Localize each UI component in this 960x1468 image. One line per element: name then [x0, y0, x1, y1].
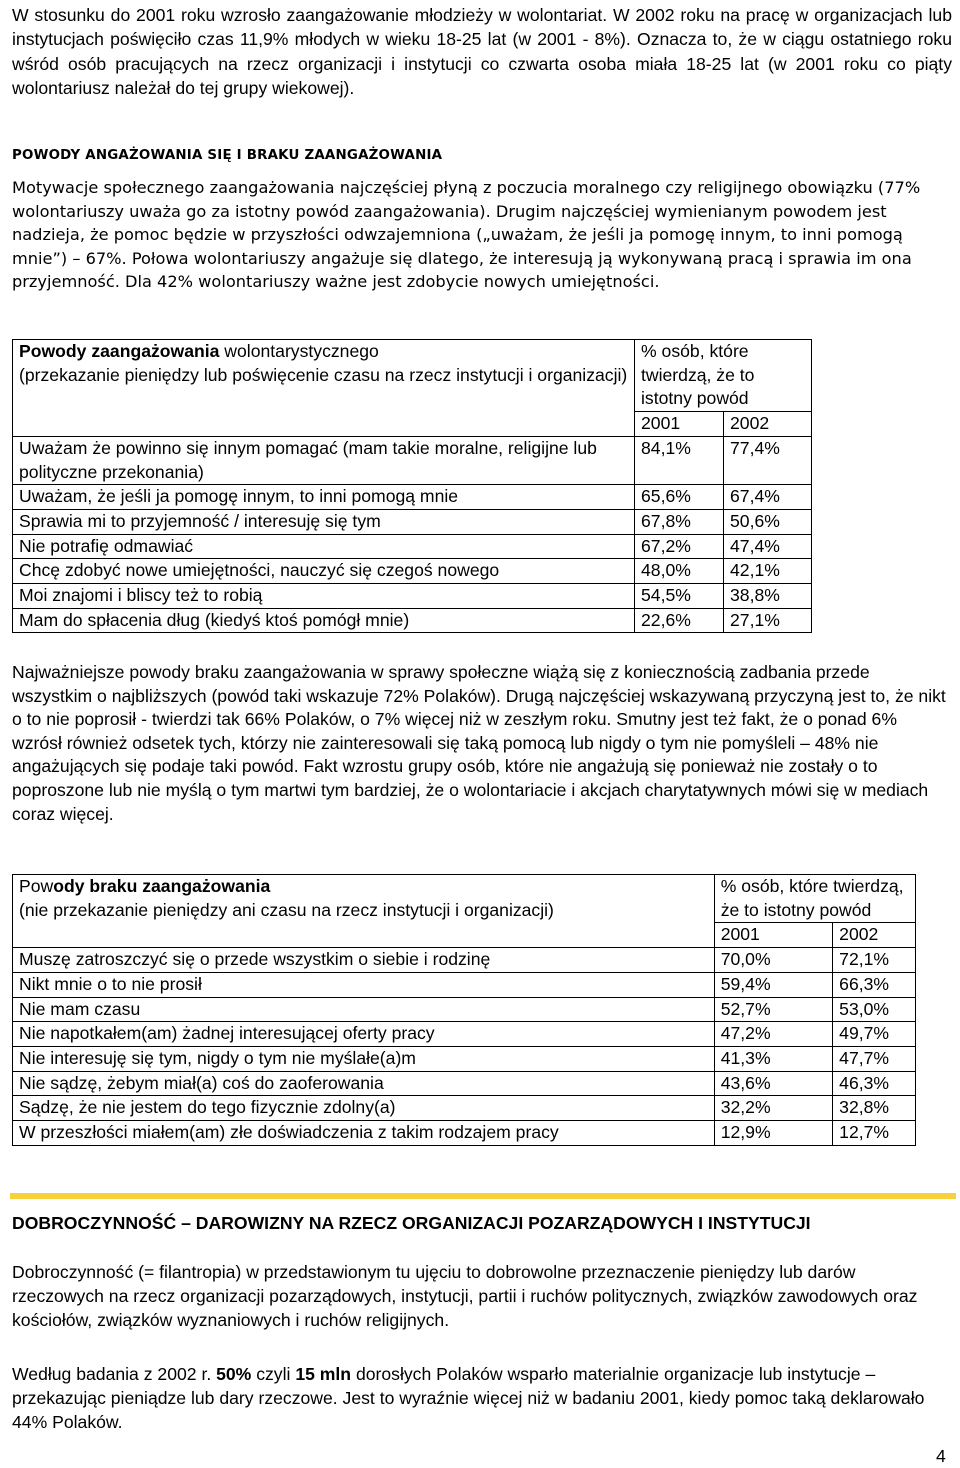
value-2002: 42,1% — [724, 559, 812, 584]
table-row — [13, 485, 812, 510]
value-2001: 43,6% — [714, 1071, 832, 1096]
table-header-sub: (nie przekazanie pieniędzy ani czasu na rzecz instytucji i organizacji) — [19, 899, 554, 920]
value-2001: 65,6% — [635, 485, 724, 510]
table-header-sub: (przekazanie pieniędzy lub poświęcenie czasu na rzecz instytucji i organizacji) — [19, 364, 628, 385]
table-row — [13, 1022, 916, 1047]
value-2001: 67,2% — [635, 534, 724, 559]
table-header-cell — [13, 875, 715, 948]
value-2001: 67,8% — [635, 509, 724, 534]
highlight-50-percent: 50% — [216, 1364, 252, 1384]
table-row — [13, 972, 916, 997]
text-run: czyli — [251, 1364, 296, 1384]
reasons-paragraph: Motywacje społecznego zaangażowania najczęściej płyną z poczucia moralnego czy religijnego obowiązku (77% wolontariuszy uważa go za istotny powód zaangażowania). Drugim najczęściej wymienianym powodem jest nadzieja, że pomoc będzie w przyszłości odwzajemniona („uważam, że jeśli ja pomogę innym, to inni pomogą mnie”) – 67%. Połowa wolontariuszy angażuje się dlatego, że interesują ją wykonywaną pracą i sprawia im ona przyjemność. Dla 42% wolontariuszy ważne jest zdobycie nowych umiejętności. — [12, 178, 921, 292]
row-label: Chcę zdobyć nowe umiejętności, nauczyć się czegoś nowego — [13, 559, 635, 584]
value-2001: 84,1% — [635, 436, 724, 484]
year-header-2001: 2001 — [635, 412, 724, 437]
table-row — [13, 1096, 916, 1121]
year-header-2002: 2002 — [833, 923, 916, 948]
row-label: Sądzę, że nie jestem do tego fizycznie zdolny(a) — [13, 1096, 715, 1121]
value-2001: 41,3% — [714, 1046, 832, 1071]
row-label: Mam do spłacenia dług (kiedyś ktoś pomógł mnie) — [13, 608, 635, 633]
table-row — [13, 1046, 916, 1071]
value-2001: 59,4% — [714, 972, 832, 997]
highlight-15-mln: 15 mln — [295, 1364, 352, 1384]
row-label: Uważam, że jeśli ja pomogę innym, to inni pomogą mnie — [13, 485, 635, 510]
row-label: Nikt mnie o to nie prosił — [13, 972, 715, 997]
value-2002: 77,4% — [724, 436, 812, 484]
table-row — [13, 608, 812, 633]
table-row — [13, 948, 916, 973]
section-heading-reasons: POWODY ANGAŻOWANIA SIĘ I BRAKU ZAANGAŻOWANIA — [12, 148, 443, 163]
value-2002: 67,4% — [724, 485, 812, 510]
table-row — [13, 509, 812, 534]
value-2002: 32,8% — [833, 1096, 916, 1121]
table-header-cell — [13, 340, 635, 437]
value-2001: 47,2% — [714, 1022, 832, 1047]
table-row — [13, 997, 916, 1022]
row-label: Nie potrafię odmawiać — [13, 534, 635, 559]
text-run: dorosłych Polaków wsparło materialnie organizacje lub instytucje – przekazując pieniądze lub dary rzeczowe. Jest to wyraźnie więcej niż w badaniu 2001, kiedy pomoc taką deklarowało 44% Polaków. — [12, 1364, 925, 1432]
table-row — [13, 584, 812, 609]
year-header-2001: 2001 — [714, 923, 832, 948]
value-2001: 32,2% — [714, 1096, 832, 1121]
intro-paragraph: W stosunku do 2001 roku wzrosło zaangażowanie młodzieży w wolontariat. W 2002 roku na pracę w organizacjach lub instytucjach poświęciło czas 11,9% młodych w wieku 18-25 lat (w 2001 - 8%). Oznacza to, że w ciągu ostatniego roku wśród osób pracujących na rzecz organizacji i instytucji co czwarta osoba miała 18-25 lat (w 2001 roku co piąty wolontariusz należał do tej grupy wiekowej). — [12, 5, 952, 99]
value-2001: 52,7% — [714, 997, 832, 1022]
value-2002: 72,1% — [833, 948, 916, 973]
value-2002: 47,4% — [724, 534, 812, 559]
value-2002: 38,8% — [724, 584, 812, 609]
value-2002: 50,6% — [724, 509, 812, 534]
page-number: 4 — [936, 1446, 946, 1466]
table-header-plain: Pow — [19, 876, 54, 896]
value-2001: 48,0% — [635, 559, 724, 584]
table-row — [13, 436, 812, 484]
row-label: Nie interesuję się tym, nigdy o tym nie myślałe(a)m — [13, 1046, 715, 1071]
section-divider-rule — [10, 1193, 956, 1199]
philanthropy-definition-paragraph: Dobroczynność (= filantropia) w przedstawionym tu ujęciu to dobrowolne przeznaczenie pieniędzy lub darów rzeczowych na rzecz organizacji pozarządowych, instytucji, partii i ruchów politycznych, związków zawodowych oraz kościołów, związków wyznaniowych i ruchów religijnych. — [12, 1262, 918, 1330]
value-2001: 12,9% — [714, 1121, 832, 1146]
value-2002: 46,3% — [833, 1071, 916, 1096]
table-header-bold: ody braku zaangażowania — [53, 876, 271, 896]
value-2001: 70,0% — [714, 948, 832, 973]
value-2002: 49,7% — [833, 1022, 916, 1047]
non-engagement-reasons-table — [12, 874, 916, 1146]
table-header-rest: wolontarystycznego — [219, 341, 379, 361]
row-label: Uważam że powinno się innym pomagać (mam takie moralne, religijne lub polityczne przekonania) — [13, 436, 635, 484]
row-label: Nie napotkałem(am) żadnej interesującej oferty pracy — [13, 1022, 715, 1047]
engagement-reasons-table — [12, 339, 812, 633]
value-2002: 27,1% — [724, 608, 812, 633]
row-label: Moi znajomi i bliscy też to robią — [13, 584, 635, 609]
table-row — [13, 534, 812, 559]
value-2001: 54,5% — [635, 584, 724, 609]
table-row — [13, 559, 812, 584]
value-2001: 22,6% — [635, 608, 724, 633]
table-row — [13, 1121, 916, 1146]
philanthropy-survey-paragraph — [12, 1362, 947, 1434]
row-label: Nie sądzę, żebym miał(a) coś do zaoferowania — [13, 1071, 715, 1096]
pct-header: % osób, które twierdzą, że to istotny powód — [635, 340, 812, 412]
value-2002: 47,7% — [833, 1046, 916, 1071]
value-2002: 53,0% — [833, 997, 916, 1022]
table-header-bold: Powody zaangażowania — [19, 341, 220, 361]
row-label: Muszę zatroszczyć się o przede wszystkim o siebie i rodzinę — [13, 948, 715, 973]
value-2002: 12,7% — [833, 1121, 916, 1146]
non-engagement-paragraph: Najważniejsze powody braku zaangażowania w sprawy społeczne wiążą się z koniecznością zadbania przede wszystkim o najbliższych (powód taki wskazuje 72% Polaków). Drugą najczęściej wskazywaną przyczyną jest to, że nikt o to nie poprosił - twierdzi tak 66% Polaków, o 7% więcej niż w zeszłym roku. Smutny jest też fakt, że o ponad 6% wzrósł również odsetek tych, którzy nie zainteresowali się taką pomocą lub nigdy o tym nie pomyśleli – 48% nie angażujących się podaje taki powód. Fakt wzrostu grupy osób, które nie angażują się ponieważ nie zostały o to poproszone lub nie myślą o tym martwi tym bardziej, że o wolontariacie i akcjach charytatywnych mówi się w mediach coraz więcej. — [12, 662, 946, 824]
row-label: Sprawia mi to przyjemność / interesuję się tym — [13, 509, 635, 534]
pct-header: % osób, które twierdzą, że to istotny powód — [714, 875, 915, 923]
table-row — [13, 1071, 916, 1096]
section-heading-philanthropy: DOBROCZYNNOŚĆ – DAROWIZNY NA RZECZ ORGANIZACJI POZARZĄDOWYCH I INSTYTUCJI — [12, 1213, 811, 1233]
year-header-2002: 2002 — [724, 412, 812, 437]
row-label: Nie mam czasu — [13, 997, 715, 1022]
text-run: Według badania z 2002 r. — [12, 1364, 217, 1384]
row-label: W przeszłości miałem(am) złe doświadczenia z takim rodzajem pracy — [13, 1121, 715, 1146]
value-2002: 66,3% — [833, 972, 916, 997]
